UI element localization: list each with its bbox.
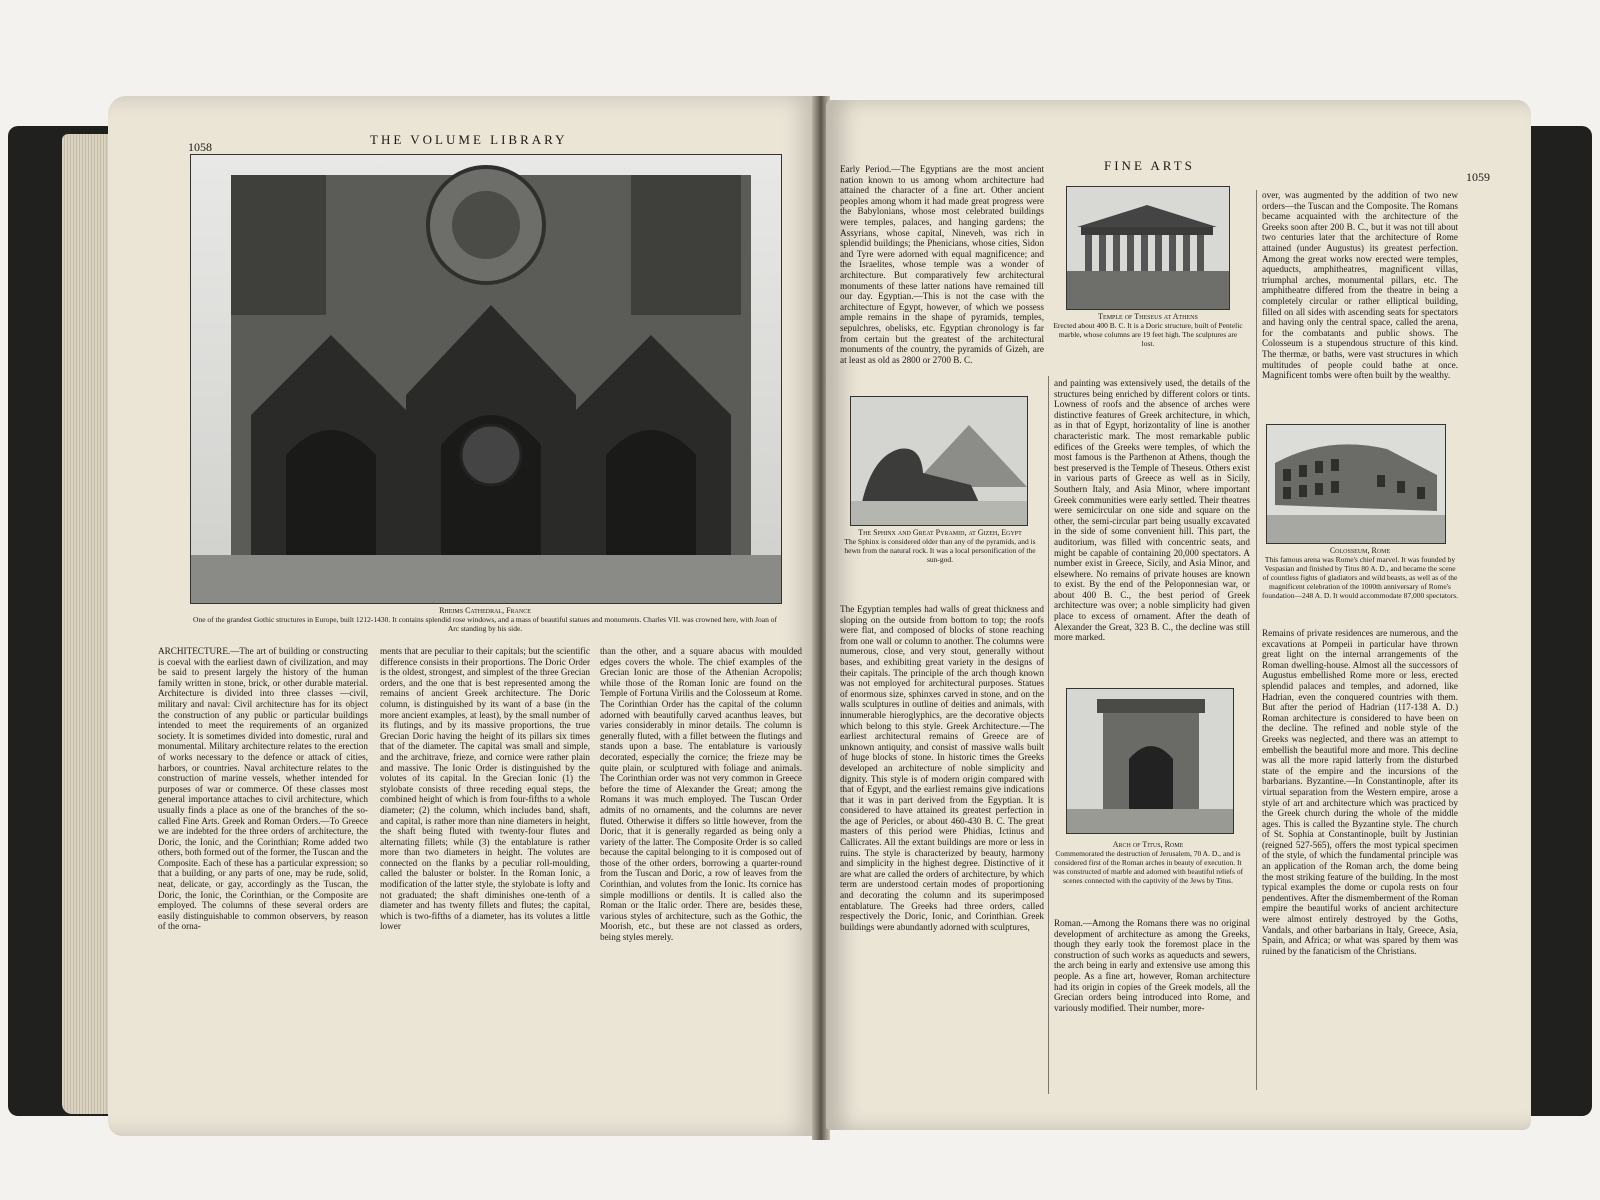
left-column-1: ARCHITECTURE.—The art of building or constructing is coeval with the earliest dawn of civilization, and may be said to present largely the history of the human family written in stone, brick, or other durable material. Architecture is divided into three classes —civil, military and naval: Civil architecture has for its object the construction of any public or particular buildings intended to meet the requirements of an organized society. It is sometimes divided into domestic, rural and monumental. Military architecture relates to the erection of works necessary to the defence or attack of cities, harbors, or countries. Naval architecture relates to the construction of marine vessels, whether intended for purposes of war or commerce. Of these classes most general importance attaches to civil architecture, which usually finds a place as one of the branches of the so-called Fine Arts. Greek and Roman Orders.—To Greece we are indebted for the three orders of architecture, the Doric, the Ionic, and the Corinthian; Rome added two others, both formed out of the former, the Tuscan and the Composite. Each of these has a particular expression; so that a building, or any parts of one, may be rude, solid, neat, delicate, or gay, accordingly as the Tuscan, the Doric, the Ionic, the Corinthian, or the Composite are employed. The columns of these several orders are easily distinguishable to common observers, by reason of the orna- <box>158 646 368 932</box>
column-rule <box>1048 376 1049 1094</box>
cathedral-photo <box>190 154 782 604</box>
page-number-left: 1058 <box>188 140 212 154</box>
right-column-2-bottom: Roman.—Among the Romans there was no original development of architecture as among the Greeks, though they early took the foremost place in the construction of such works as aqueducts and sewers, the arch being in early and extensive use among this people. As a fine art, however, Roman architecture had its origin in copies of the Greek models, all the Grecian orders being introduced into Rome, and variously modified. Their number, more- <box>1054 918 1250 1013</box>
colosseum-photo <box>1266 424 1446 544</box>
sphinx-caption-text: The Sphinx is considered older than any of the pyramids, and is hewn from the natural rock. It was a local personification of the sun-god. <box>844 537 1036 564</box>
sphinx-caption <box>840 528 1040 564</box>
right-column-1-top: Early Period.—The Egyptians are the most ancient nation known to us among whom architecture had attained the character of a fine art. Other ancient peoples among whom it had made great progress were the Babylonians, whose most celebrated buildings were temples, palaces, and hanging gardens; the Assyrians, whose capital, Nineveh, was rich in splendid buildings; the Phenicians, whose cities, Sidon and Tyre were adorned with equal magnificence; and the Israelites, whose temple was a wonder of architecture. But comparatively few architectural monuments of these latter nations have remained till our day. Egyptian.—This is not the case with the architecture of Egypt, however, of which we possess ample remains in the shape of pyramids, temples, sepulchres, obelisks, etc. Egyptian chronology is far from certain but the greatest of the architectural monuments of the country, the pyramids of Gizeh, are at least as old as 2800 or 2700 B. C. <box>840 164 1044 365</box>
colosseum-image <box>1267 425 1445 543</box>
left-column-3: than the other, and a square abacus with moulded edges covers the whole. The chief examples of the Grecian Ionic are those of the Athenian Acropolis; while those of the Roman Ionic are found on the Temple of Fortuna Virilis and the Colosseum at Rome. The Corinthian Order has the capital of the column adorned with beautifully carved acanthus leaves, but varies considerably in minor details. The column is generally fluted, with a fillet between the flutings and stands upon a base. The entablature is variously decorated, especially the cornice; the frieze may be quite plain, or sculptured with foliage and animals. The Corinthian order was not very common in Greece before the time of Alexander the Great; among the Romans it was much employed. The Tuscan Order admits of no ornaments, and the columns are never fluted. Otherwise it differs so little however, from the Doric, that it is generally regarded as being only a variety of the latter. The Composite Order is so called because the capital belonging to it is composed out of those of the other orders, borrowing a quarter-round from the Tuscan and Doric, a row of leaves from the Corinthian, and volutes from the Ionic. Its cornice has simple modillions or dentils. It is called also the Roman or the Italic order. There are, besides these, various styles of architecture, such as the Gothic, the Moorish, etc., but these are not classed as orders, being styles merely. <box>600 646 802 943</box>
cathedral-caption <box>190 606 780 633</box>
right-page <box>826 100 1531 1130</box>
arch-caption-title: Arch of Titus, Rome <box>1112 840 1184 849</box>
cathedral-caption-text: One of the grandest Gothic structures in Europe, built 1212-1430. It contains splendid rose windows, and a mass of beautiful statues and monuments. Charles VII. was crowned here, with Joan of Arc standing by his side. <box>193 615 777 633</box>
arch-caption-text: Commemorated the destruction of Jerusalem, 70 A. D., and is considered first of the Roman arches in beauty of execution. It was constructed of marble and adorned with beautiful reliefs of scenes connected with the captivity of the Jews by Titus. <box>1052 849 1244 885</box>
right-column-3-bottom: Remains of private residences are numerous, and the excavations at Pompeii in particular have thrown great light on the internal arrangements of the Roman dwelling-house. Almost all the successors of Augustus embellished Rome more or less, erected splendid palaces and temples, and adorned, like Hadrian, even the conquered countries with them. But after the period of Hadrian (117-138 A. D.) Roman architecture is considered to have been on the decline. The refined and noble style of the Greeks was neglected, and there was an attempt to embellish the beautiful more and more. This decline was all the more rapid latterly from the disturbed state of the empire and the incursions of the barbarians. Byzantine.—In Constantinople, after its virtual separation from the Western empire, arose a style of art and architecture which was practiced by the Greek church during the whole of the middle ages. This is called the Byzantine style. The church of St. Sophia at Constantinople, built by Justinian (reigned 527-565), offers the most typical specimen of the style, of which the fundamental principle was an application of the Roman arch, the dome being the most striking feature of the building. In the most typical examples the dome or cupola rests on four pendentives. After the dismemberment of the Roman empire the beautiful works of ancient architecture were almost entirely destroyed by the Goths, Vandals, and other barbarians in Italy, Greece, Asia, Spain, and Africa; or what was spared by them was ruined by the fanaticism of the Christians. <box>1262 628 1458 956</box>
running-head-left: THE VOLUME LIBRARY <box>370 132 568 147</box>
temple-of-theseus-photo <box>1066 186 1230 310</box>
temple-caption-title: Temple of Theseus at Athens <box>1098 312 1198 321</box>
arch-of-titus-photo <box>1066 688 1234 834</box>
colosseum-caption-text: This famous arena was Rome's chief marvel. It was founded by Vespasian and finished by Titus 80 A. D., and became the scene of countless fights of gladiators and wild beasts, as well as of the magnificent celebration of the 1000th anniversary of Rome's foundation—248 A. D. It would accommodate 87,000 spectators. <box>1262 555 1459 600</box>
right-column-1-bottom: The Egyptian temples had walls of great thickness and sloping on the outside from bottom to top; the roofs were flat, and composed of blocks of stone reaching from one wall or column to another. The columns were numerous, close, and very stout, generally without bases, and exhibiting great variety in the designs of their capitals. The principle of the arch though known was not employed for architectural purposes. Statues of enormous size, sphinxes carved in stone, and on the walls sculptures in outline of deities and animals, with innumerable hieroglyphics, are the decorative objects which belong to this style. Greek Architecture.—The earliest architectural remains of Greece are of unknown antiquity, and consist of massive walls built of huge blocks of stone. In historic times the Greeks developed an architecture of noble simplicity and dignity. This style is of modern origin compared with that of Egypt, and the earliest remains give indications that it was in part derived from the Egyptian. It is considered to have attained its greatest perfection in the age of Pericles, or about 460-430 B. C. The great masters of this period were Phidias, Ictinus and Callicrates. All the extant buildings are more or less in ruins. The style is characterized by beauty, harmony and simplicity in the highest degree. Distinctive of it are what are called the orders of architecture, by which term are understood certain modes of proportioning and decorating the column and its superimposed entablature. The Greeks had three orders, called respectively the Doric, Ionic, and Corinthian. Greek buildings were abundantly adorned with sculptures, <box>840 604 1044 932</box>
left-column-2: ments that are peculiar to their capitals; but the scientific difference consists in their proportions. The Doric Order is the oldest, strongest, and simplest of the three Grecian orders, and the one that is best represented among the remains of ancient Greek architecture. The Doric column, is distinguished by its want of a base (in the more ancient examples, at least), by the small number of its flutings, and by its massive proportions, the true Grecian Doric having the height of its pillars six times that of the diameter. The capital was small and simple, and the architrave, frieze, and cornice were rather plain and massive. The Ionic Order is distinguished by the volutes of its capital. In the Grecian Ionic (1) the stylobate consists of three receding equal steps, the combined height of which is from four-fifths to a whole diameter; (2) the column, which includes band, shaft, and capital, is rather more than nine diameters in height, the shaft being fluted with twenty-four flutes and alternating fillets; while (3) the entablature is rather more than two diameters in height. The volutes are connected on the flanks by a peculiar roll-moulding, called the baluster or bolster. In the Roman Ionic, a modification of the latter style, the stylobate is lofty and not graduated; the shaft diminishes one-tenth of a diameter and has twenty fillets and flutes; the capital, which is two-fifths of a diameter, has its volutes a little lower <box>380 646 590 932</box>
page-number-right: 1059 <box>1466 170 1490 184</box>
sphinx-photo <box>850 396 1028 526</box>
running-head-right: FINE ARTS <box>1104 158 1195 173</box>
column-rule-2 <box>1256 190 1257 1090</box>
arch-caption <box>1052 840 1244 885</box>
sphinx-caption-title: The Sphinx and Great Pyramid, at Gizeh, Egypt <box>858 528 1022 537</box>
arch-image <box>1067 689 1233 833</box>
temple-image <box>1067 187 1229 309</box>
left-page <box>108 96 820 1136</box>
cathedral-caption-title: Rheims Cathedral, France <box>439 606 531 615</box>
right-column-3-top: over, was augmented by the addition of two new orders—the Tuscan and the Composite. The Romans became acquainted with the architecture of the Greeks soon after 200 B. C., but it was not till about two centuries later that the architecture of Rome attained (under Augustus) its greatest perfection. Among the great works now erected were temples, aqueducts, amphitheatres, magnificent villas, triumphal arches, monumental pillars, etc. The amphitheatre differed from the theatre in being a completely circular or rather elliptical building, filled on all sides with ascending seats for spectators and having only the central space, called the arena, for the combatants and public shows. The Colosseum is a stupendous structure of this kind. The thermæ, or baths, were vast structures in which multitudes of people could bathe at once. Magnificent tombs were often built by the wealthy. <box>1262 190 1458 381</box>
right-column-2-top: and painting was extensively used, the details of the structures being enriched by different colors or tints. Lowness of roofs and the absence of arches were distinctive features of Greek architecture, in which, as in that of Egypt, horizontality of line is another characteristic mark. The most remarkable public edifices of the Greeks were temples, of which the most famous is the Parthenon at Athens, though the best preserved is the Temple of Theseus. Others exist in various parts of Greece as well as in Sicily, Southern Italy, and Asia Minor, where important Greek communities were early settled. Their theatres were semicircular on one side and square on the other, the semi-circular part being usually excavated in the side of some convenient hill. This part, the auditorium, was filled with concentric seats, and might be capable of containing 20,000 spectators. A number exist in Greece, Sicily, and Asia Minor, and elsewhere. No remains of private houses are known to exist. By the end of the Peloponnesian war, or about 400 B. C., the best period of Greek architecture was over; a noble simplicity had given place to excess of ornament. After the death of Alexander the Great, 323 B. C., the decline was still more marked. <box>1054 378 1250 643</box>
sphinx-image <box>851 397 1027 525</box>
temple-caption-text: Erected about 400 B. C. It is a Doric structure, built of Pentelic marble, whose columns are 19 feet high. The sculptures are lost. <box>1053 321 1243 348</box>
cathedral-image <box>191 155 781 603</box>
colosseum-caption-title: Colosseum, Rome <box>1329 546 1391 555</box>
colosseum-caption <box>1262 546 1458 600</box>
temple-caption <box>1052 312 1244 348</box>
